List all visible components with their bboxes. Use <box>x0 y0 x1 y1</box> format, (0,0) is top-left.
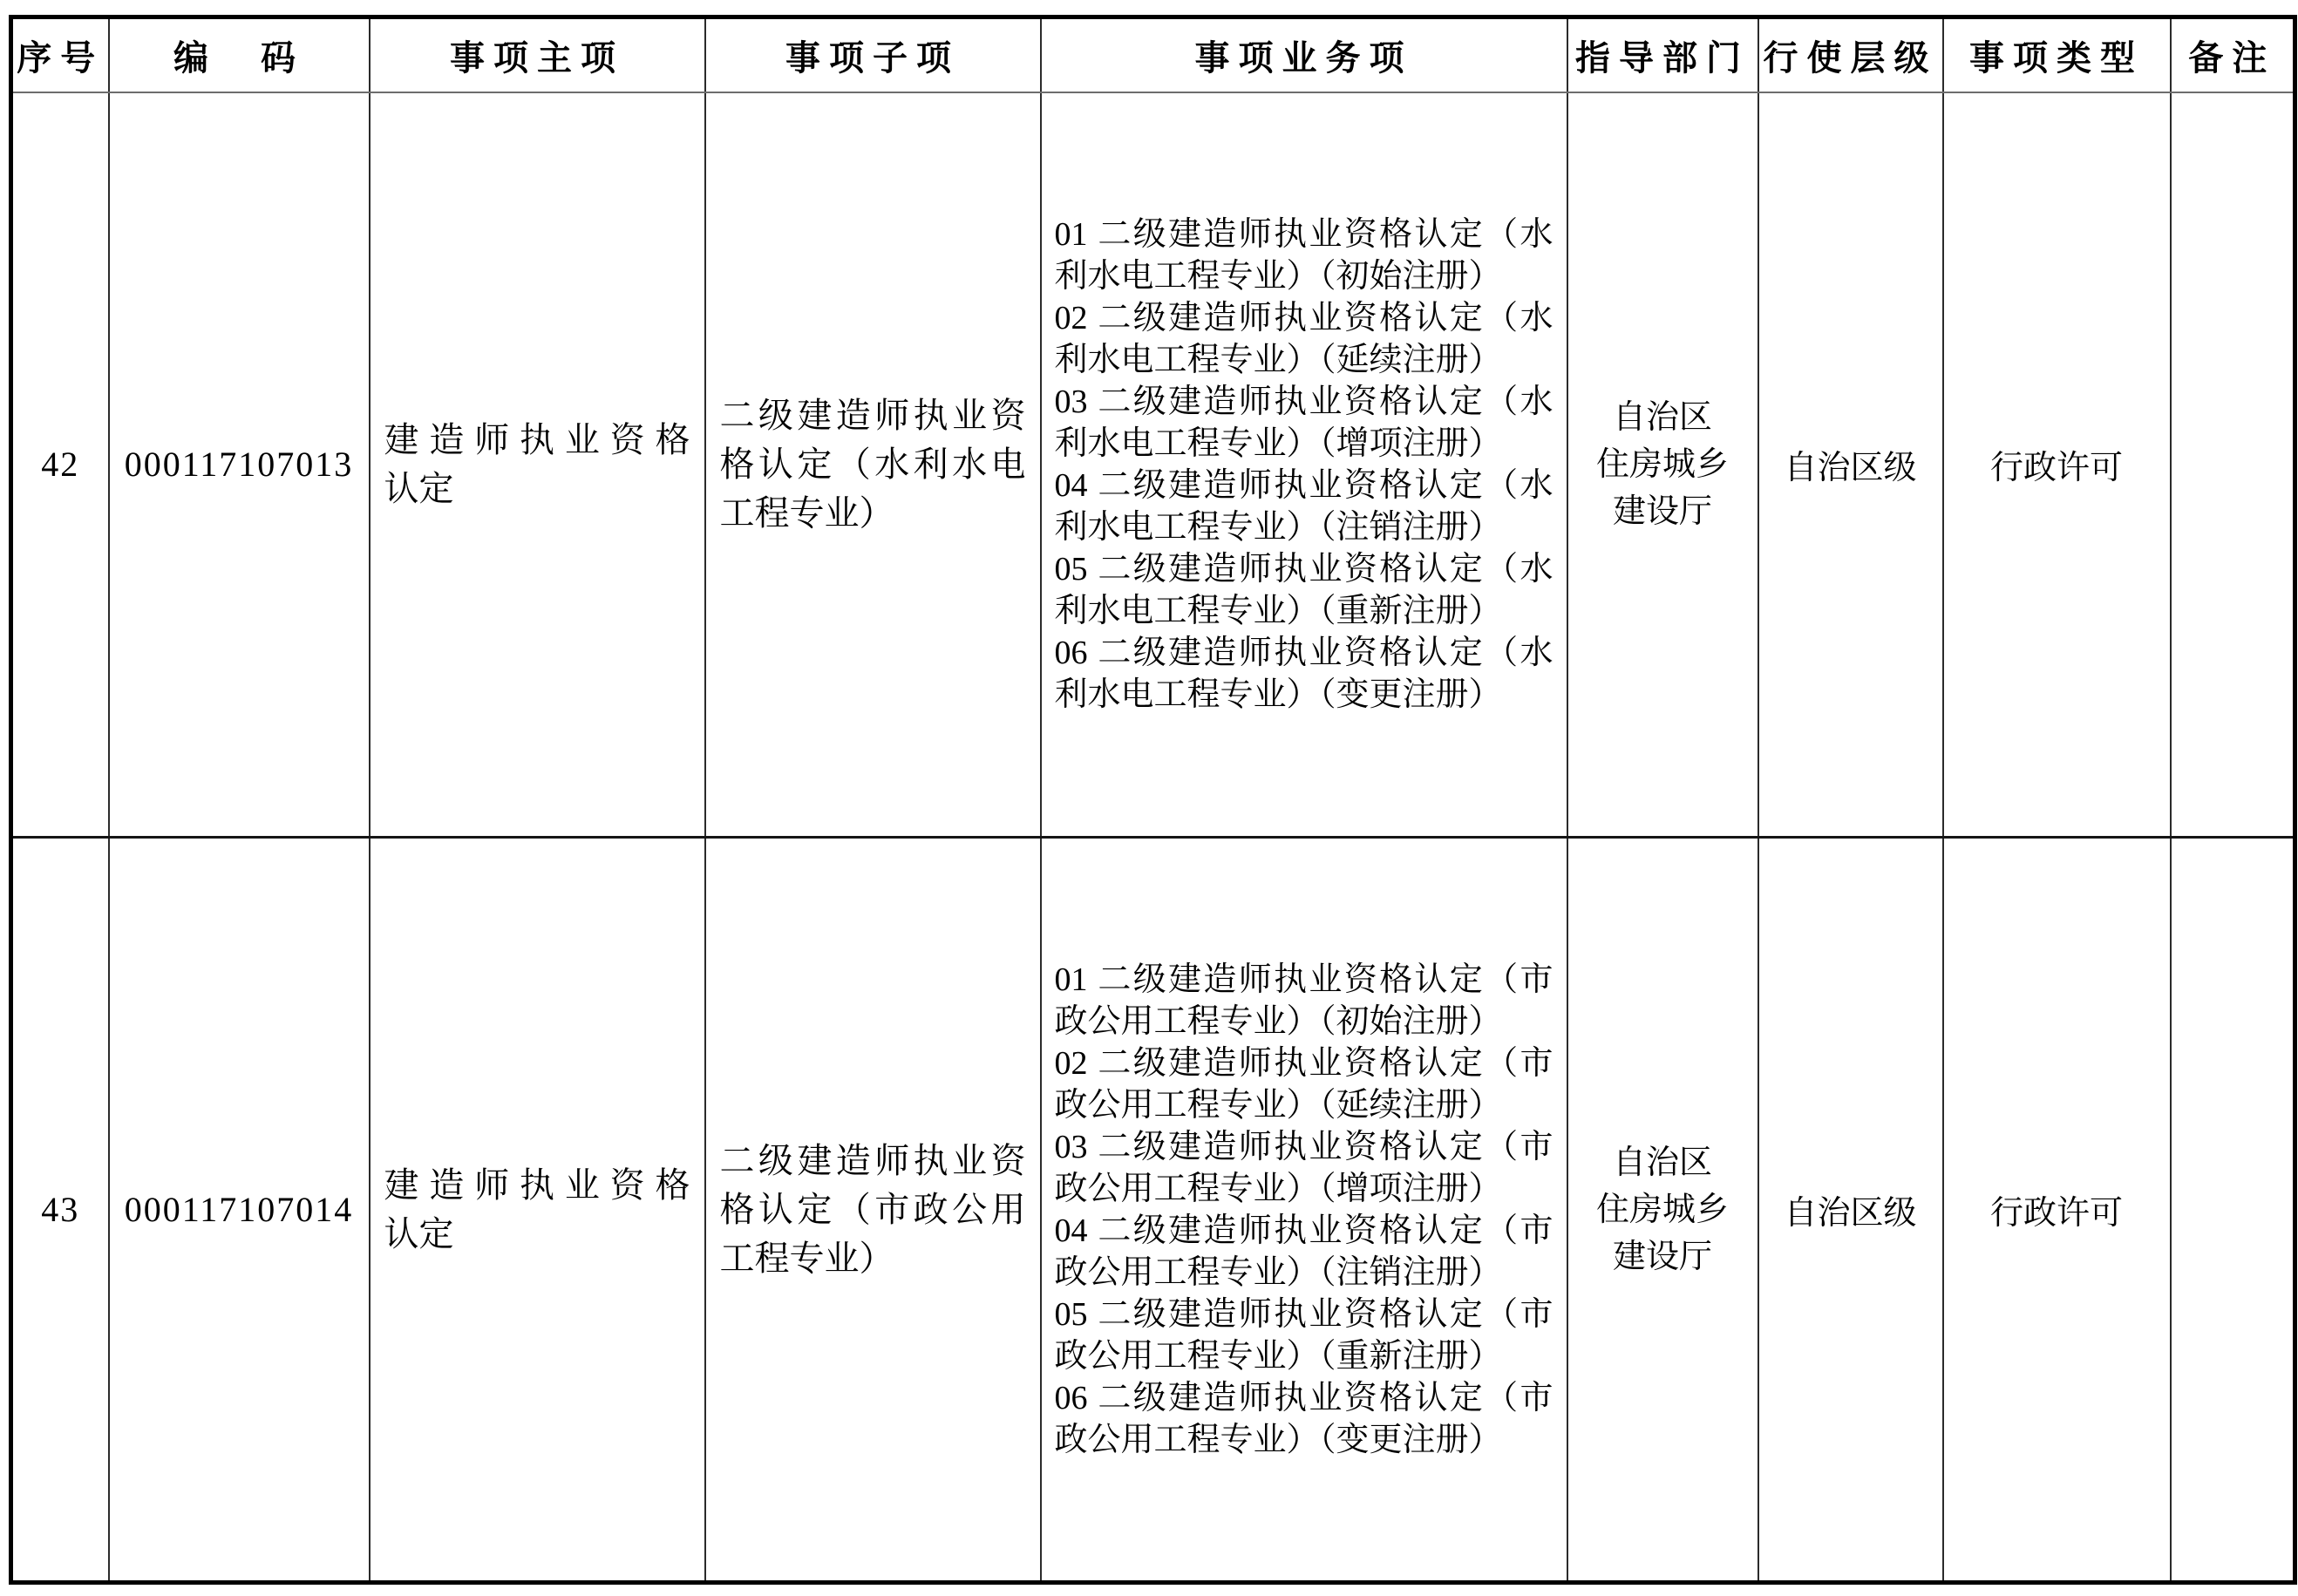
sub-item-text <box>706 391 1040 538</box>
exercise-level-cell <box>1758 92 1943 838</box>
code-value: 000117107013 <box>124 445 354 485</box>
seq-cell <box>11 92 109 838</box>
business-line: 利水电工程专业）（初始注册） <box>1054 257 1502 295</box>
code-cell <box>109 92 370 838</box>
business-items-text <box>1042 214 1567 716</box>
header-remark: 备注 <box>2171 17 2295 92</box>
header-main-item: 事项主项 <box>370 17 705 92</box>
main-item-cell <box>370 838 705 1583</box>
business-line: 06 二级建造师执业资格认定（水 <box>1054 634 1554 671</box>
header-business-item: 事项业务项 <box>1041 17 1567 92</box>
text-line: 认定 <box>384 468 454 508</box>
text-line: 建设厅 <box>1612 492 1712 530</box>
guide-department-cell <box>1567 92 1758 838</box>
code-cell <box>109 838 370 1583</box>
guide-department-cell <box>1567 838 1758 1583</box>
table-row <box>11 838 2295 1583</box>
remark-cell <box>2171 92 2295 838</box>
type-text: 行政许可 <box>1989 450 2123 487</box>
code-value: 000117107014 <box>124 1190 354 1229</box>
business-line: 05 二级建造师执业资格认定（水 <box>1054 550 1554 587</box>
items-table <box>9 15 2297 1585</box>
business-items-cell <box>1041 838 1567 1583</box>
seq-value: 42 <box>41 445 80 485</box>
business-line: 政公用工程专业）（注销注册） <box>1054 1253 1502 1291</box>
text-line: 建造师执业资格 <box>384 1165 690 1205</box>
business-line: 政公用工程专业）（延续注册） <box>1054 1086 1502 1124</box>
table-row <box>11 92 2295 838</box>
header-exercise-level: 行使层级 <box>1758 17 1943 92</box>
business-line: 01 二级建造师执业资格认定（市 <box>1054 961 1554 998</box>
header-code: 编 码 <box>109 17 370 92</box>
business-items-text <box>1042 959 1567 1461</box>
business-line: 利水电工程专业）（增项注册） <box>1054 424 1502 462</box>
business-line: 04 二级建造师执业资格认定（水 <box>1054 466 1554 504</box>
business-line: 政公用工程专业）（重新注册） <box>1054 1337 1502 1375</box>
text-line: 二级建造师执业资 <box>719 1140 1026 1180</box>
text-line: 建造师执业资格 <box>384 419 690 459</box>
sub-item-text <box>706 1137 1040 1283</box>
business-line: 利水电工程专业）（注销注册） <box>1054 508 1502 546</box>
main-item-text <box>371 1161 704 1259</box>
text-line: 格认定（水利水电 <box>719 444 1026 484</box>
level-text: 自治区级 <box>1784 1195 1917 1232</box>
item-type-cell <box>1943 838 2171 1583</box>
business-line: 政公用工程专业）（变更注册） <box>1054 1421 1502 1458</box>
business-line: 02 二级建造师执业资格认定（水 <box>1054 299 1554 336</box>
main-item-text <box>371 416 704 513</box>
business-items-cell <box>1041 92 1567 838</box>
business-line: 政公用工程专业）（初始注册） <box>1054 1002 1502 1040</box>
text-line: 格认定（市政公用 <box>719 1189 1026 1229</box>
text-line: 二级建造师执业资 <box>719 395 1026 435</box>
main-item-cell <box>370 92 705 838</box>
business-line: 03 二级建造师执业资格认定（水 <box>1054 383 1554 420</box>
text-line: 自治区 <box>1612 398 1712 436</box>
business-line: 利水电工程专业）（延续注册） <box>1054 341 1502 378</box>
business-line: 利水电工程专业）（变更注册） <box>1054 676 1502 713</box>
type-text: 行政许可 <box>1989 1195 2123 1232</box>
text-line: 认定 <box>384 1213 454 1253</box>
business-line: 01 二级建造师执业资格认定（水 <box>1054 215 1554 253</box>
text-line: 自治区 <box>1612 1144 1712 1181</box>
text-line: 住房城乡 <box>1595 1191 1729 1228</box>
business-line: 利水电工程专业）（重新注册） <box>1054 592 1502 629</box>
department-text <box>1568 1139 1757 1280</box>
text-line: 建设厅 <box>1612 1238 1712 1275</box>
header-row <box>11 17 2295 92</box>
text-line: 工程专业） <box>719 1238 894 1278</box>
text-line: 工程专业） <box>719 492 894 533</box>
exercise-level-cell <box>1758 838 1943 1583</box>
level-text: 自治区级 <box>1784 450 1917 487</box>
header-sub-item: 事项子项 <box>705 17 1041 92</box>
remark-cell <box>2171 838 2295 1583</box>
sub-item-cell <box>705 838 1041 1583</box>
business-line: 05 二级建造师执业资格认定（市 <box>1054 1295 1554 1333</box>
business-line: 04 二级建造师执业资格认定（市 <box>1054 1212 1554 1249</box>
business-line: 06 二级建造师执业资格认定（市 <box>1054 1379 1554 1416</box>
header-item-type: 事项类型 <box>1943 17 2171 92</box>
department-text <box>1568 394 1757 535</box>
text-line: 住房城乡 <box>1595 445 1729 483</box>
business-line: 03 二级建造师执业资格认定（市 <box>1054 1128 1554 1165</box>
seq-value: 43 <box>41 1190 80 1229</box>
item-type-cell <box>1943 92 2171 838</box>
sub-item-cell <box>705 92 1041 838</box>
seq-cell <box>11 838 109 1583</box>
header-guide-department: 指导部门 <box>1567 17 1758 92</box>
business-line: 02 二级建造师执业资格认定（市 <box>1054 1044 1554 1082</box>
header-seq: 序号 <box>11 17 109 92</box>
business-line: 政公用工程专业）（增项注册） <box>1054 1170 1502 1207</box>
